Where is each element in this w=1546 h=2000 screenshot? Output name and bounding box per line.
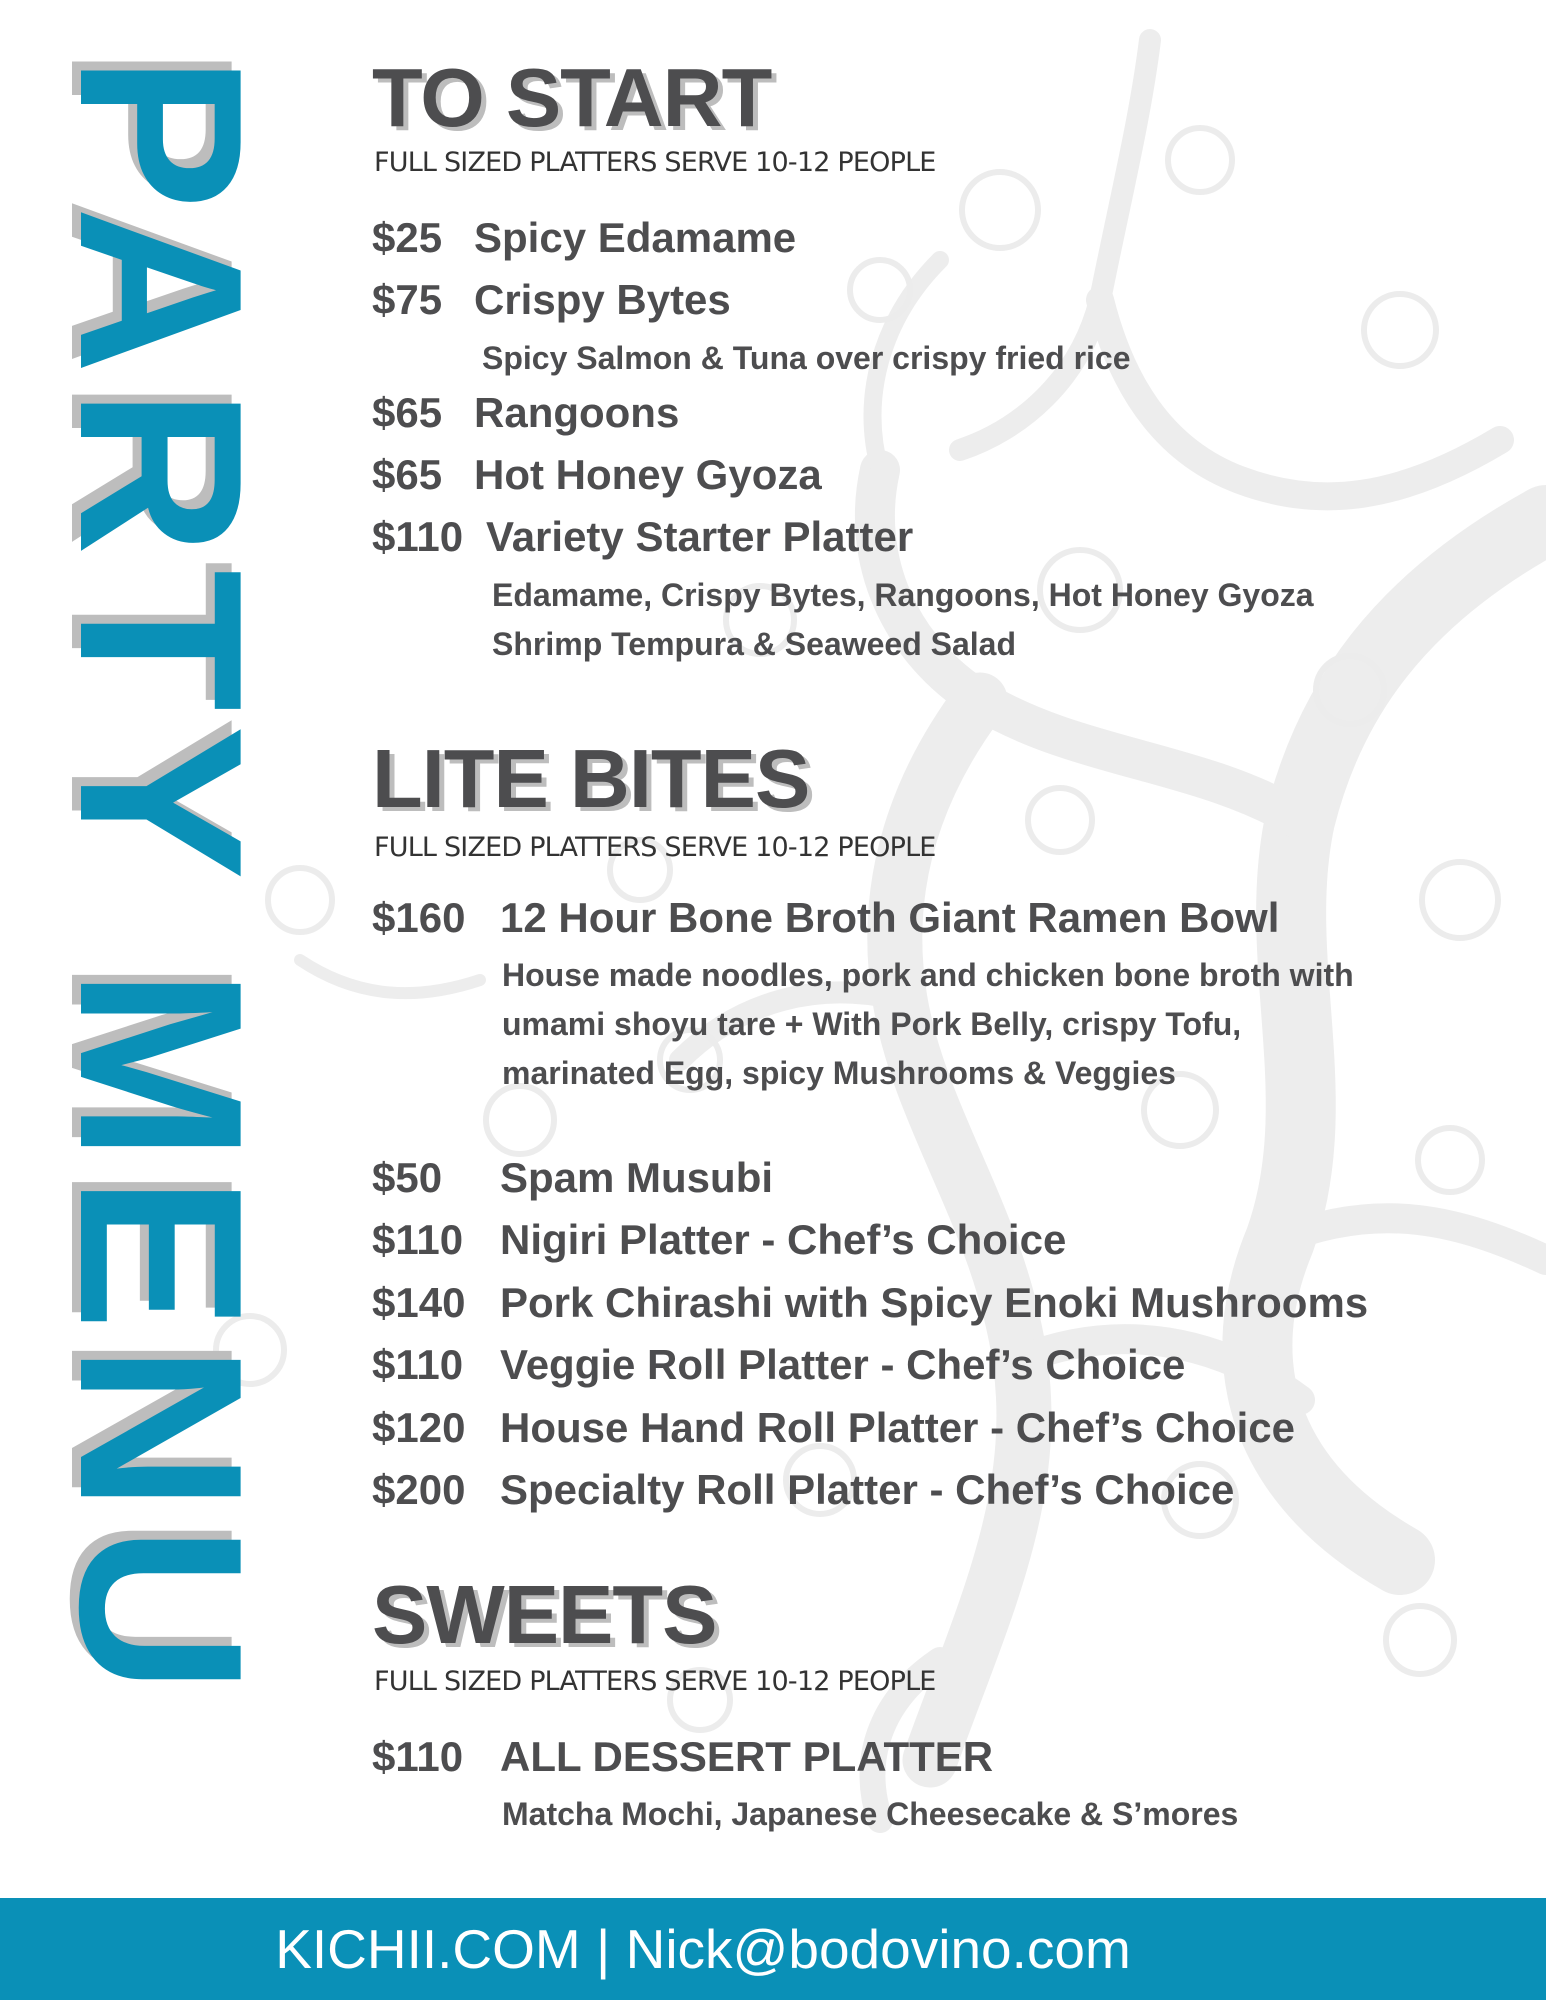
item-name: Crispy Bytes bbox=[474, 276, 731, 323]
item-name: ALL DESSERT PLATTER bbox=[500, 1733, 994, 1780]
item-price: $110 bbox=[372, 1341, 464, 1388]
item-description: Spicy Salmon & Tuna over crispy fried rice bbox=[482, 340, 1131, 376]
item-name: Specialty Roll Platter - Chef’s Choice bbox=[500, 1466, 1235, 1513]
item-name: Spicy Edamame bbox=[474, 214, 797, 261]
item-price: $200 bbox=[372, 1466, 466, 1513]
item-description: Shrimp Tempura & Seaweed Salad bbox=[492, 626, 1017, 662]
menu-item bbox=[372, 893, 1280, 943]
item-name: Pork Chirashi with Spicy Enoki Mushrooms bbox=[500, 1279, 1369, 1326]
menu-item bbox=[372, 450, 822, 500]
item-name: Veggie Roll Platter - Chef’s Choice bbox=[500, 1341, 1186, 1388]
menu-item bbox=[372, 1340, 1186, 1390]
item-name: Spam Musubi bbox=[500, 1154, 774, 1201]
item-name: House Hand Roll Platter - Chef’s Choice bbox=[500, 1404, 1295, 1451]
item-name: Nigiri Platter - Chef’s Choice bbox=[500, 1216, 1067, 1263]
item-description: marinated Egg, spicy Mushrooms & Veggies bbox=[502, 1055, 1176, 1091]
item-description: House made noodles, pork and chicken bone broth with bbox=[502, 957, 1354, 993]
item-price: $140 bbox=[372, 1279, 466, 1326]
item-price: $110 bbox=[372, 1733, 464, 1780]
section-title-to-start: TO START bbox=[372, 51, 772, 144]
item-name: 12 Hour Bone Broth Giant Ramen Bowl bbox=[500, 894, 1280, 941]
section-subtitle-lite-bites: FULL SIZED PLATTERS SERVE 10-12 PEOPLE bbox=[374, 832, 936, 863]
footer-contact-text[interactable]: KICHII.COM | Nick@bodovino.com bbox=[275, 1918, 1131, 1980]
menu-item bbox=[372, 388, 680, 438]
menu-item bbox=[372, 213, 797, 263]
footer-bar bbox=[0, 1898, 1546, 2000]
vertical-title-container bbox=[31, 55, 290, 1845]
menu-item bbox=[372, 1732, 994, 1782]
item-price: $25 bbox=[372, 214, 443, 261]
section-title-lite-bites: LITE BITES bbox=[372, 732, 810, 825]
item-price: $160 bbox=[372, 894, 466, 941]
section-subtitle-sweets: FULL SIZED PLATTERS SERVE 10-12 PEOPLE bbox=[374, 1666, 936, 1697]
menu-item bbox=[372, 275, 731, 325]
menu-item bbox=[372, 1215, 1067, 1265]
item-description: umami shoyu tare + With Pork Belly, crispy Tofu, bbox=[502, 1006, 1242, 1042]
menu-item bbox=[372, 1278, 1369, 1328]
item-name: Variety Starter Platter bbox=[486, 513, 914, 560]
section-subtitle-to-start: FULL SIZED PLATTERS SERVE 10-12 PEOPLE bbox=[374, 147, 936, 178]
item-price: $65 bbox=[372, 389, 443, 436]
item-name: Hot Honey Gyoza bbox=[474, 451, 822, 498]
menu-item bbox=[372, 1403, 1295, 1453]
menu-item bbox=[372, 1153, 774, 1203]
party-menu-vertical-title: PARTY MENU bbox=[31, 55, 290, 1708]
item-price: $120 bbox=[372, 1404, 466, 1451]
item-price: $65 bbox=[372, 451, 443, 498]
item-price: $110 bbox=[372, 1216, 464, 1263]
item-price: $110 bbox=[372, 513, 464, 560]
item-name: Rangoons bbox=[474, 389, 680, 436]
item-price: $75 bbox=[372, 276, 443, 323]
menu-item bbox=[372, 1465, 1235, 1515]
item-price: $50 bbox=[372, 1154, 443, 1201]
item-description: Matcha Mochi, Japanese Cheesecake & S’mores bbox=[502, 1796, 1239, 1832]
section-title-sweets: SWEETS bbox=[372, 1568, 717, 1661]
menu-item bbox=[372, 512, 914, 562]
item-description: Edamame, Crispy Bytes, Rangoons, Hot Honey Gyoza bbox=[492, 577, 1314, 613]
